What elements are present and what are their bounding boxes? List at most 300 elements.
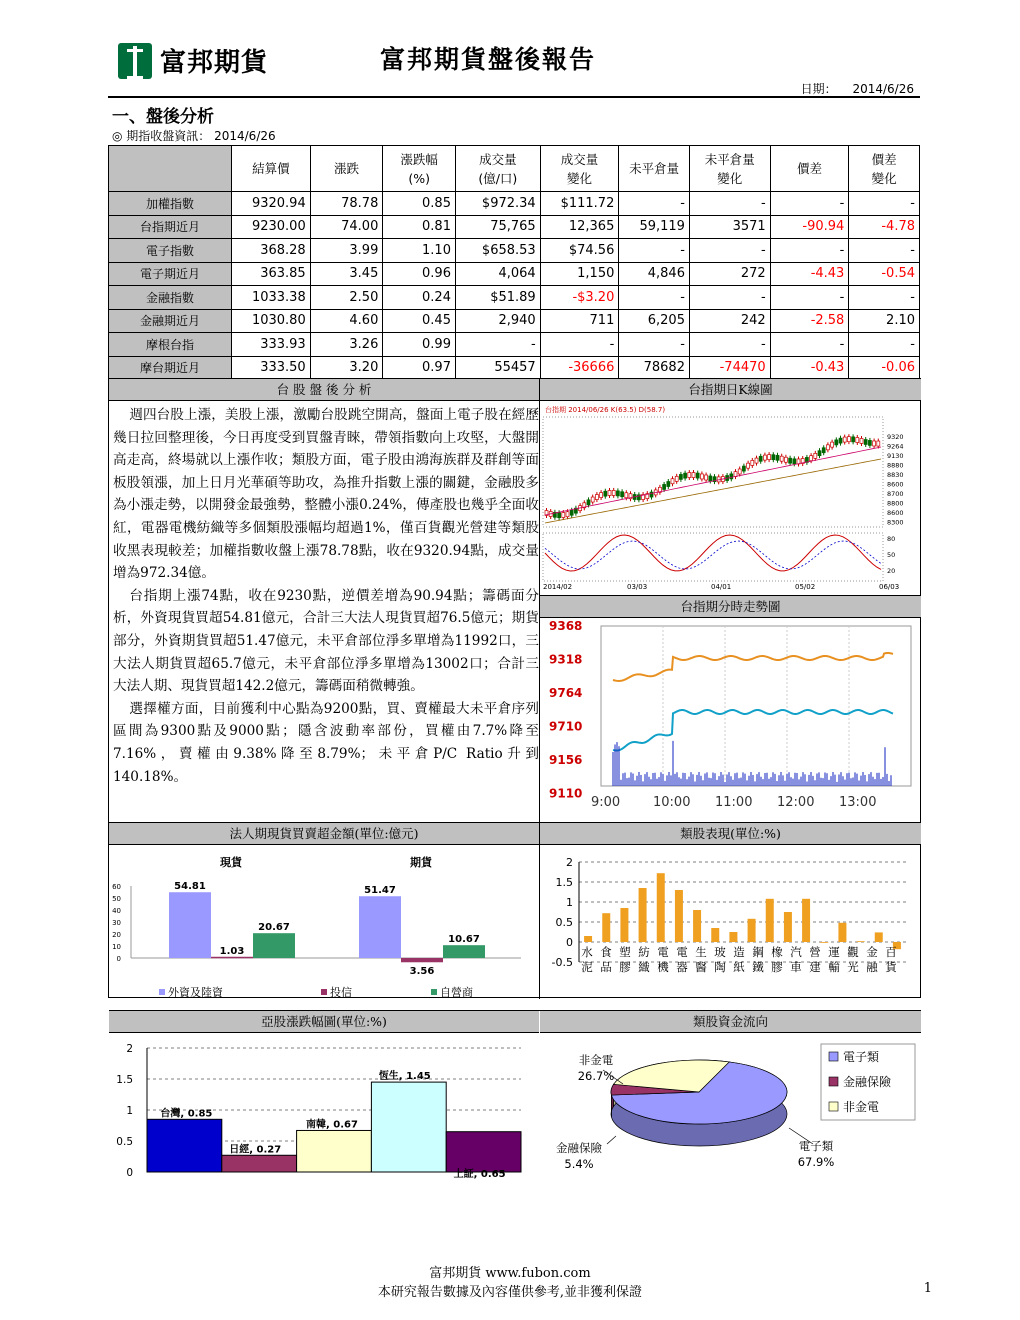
kline-candle xyxy=(625,493,628,498)
table-cell: 0.97 xyxy=(383,356,456,380)
table-cell: 368.28 xyxy=(232,239,311,263)
asia-y-tick: 2 xyxy=(126,1043,133,1055)
futures-quote-table xyxy=(108,145,920,380)
sector-x-tick: 泥 xyxy=(581,960,593,974)
kline-y-tick: 8600 xyxy=(887,480,904,489)
sector-bar xyxy=(838,923,846,942)
kline-candle xyxy=(667,482,670,487)
asia-bar xyxy=(446,1132,521,1172)
kline-candle xyxy=(709,476,712,481)
table-header-row xyxy=(109,146,920,192)
asia-y-tick: 0.5 xyxy=(116,1136,133,1148)
commentary-paragraph: 台指期上漲74點，收在9230點，逆價差增為90.94點；籌碼面分析，外資現貨買超54.81億元，合計三大法人現貨買超76.5億元；期貨部分，外資期貨買超51.47億元，未平倉部位淨多單增為11992口，三大法人期貨買超65.7億元，未平倉部位淨多單增為13002口；合計三大法人期、現貨買超142.2億元，籌碼面稍微轉強。 xyxy=(113,587,539,695)
sector-bar xyxy=(602,913,610,942)
pie-leader-line xyxy=(607,1136,616,1144)
kline-candle xyxy=(864,439,867,444)
table-cell: $658.53 xyxy=(455,239,540,263)
sector-x-tick: 陶 xyxy=(714,960,726,974)
sector-x-tick: 織 xyxy=(638,960,650,974)
kline-candle xyxy=(747,463,750,468)
kline-candle xyxy=(856,438,859,443)
asia-data-label: 南韓, 0.67 xyxy=(306,1119,358,1131)
sector-y-tick: 1 xyxy=(566,896,573,909)
kline-candle xyxy=(700,474,703,479)
sector-chart xyxy=(541,846,919,1008)
sector-x-tick: 橡 xyxy=(771,945,783,959)
intraday-x-tick: 12:00 xyxy=(777,795,815,810)
kline-candle xyxy=(847,437,850,442)
kline-candle xyxy=(730,474,733,479)
kline-candle xyxy=(789,458,792,463)
table-cell: 0.81 xyxy=(383,215,456,239)
table-cell: 333.50 xyxy=(232,356,311,380)
kline-candle xyxy=(793,459,796,464)
sector-x-tick: 鐵 xyxy=(752,960,764,974)
sector-bar xyxy=(802,899,810,942)
table-cell: 242 xyxy=(689,309,770,333)
table-cell: 6,205 xyxy=(619,309,690,333)
intraday-y-tick: 9318 xyxy=(549,652,583,667)
commentary-paragraph: 選擇權方面，目前獲利中心點為9200點，買、賣權最大未平倉序列區間為9300點及9000點；隱含波動率部份，買權由7.7%降至7.16%，賣權由9.38%降至8.79%；未平倉P/C Ratio升到140.18%。 xyxy=(113,700,539,785)
page-number: 1 xyxy=(923,1281,932,1296)
sector-bar xyxy=(711,928,719,942)
pie-slice-value: 67.9% xyxy=(797,1155,835,1169)
pie-slice-value: 26.7% xyxy=(577,1069,615,1083)
table-cell: - xyxy=(849,239,920,263)
kline-candle xyxy=(591,497,594,502)
inst-bar xyxy=(169,892,211,958)
inst-bar xyxy=(359,896,401,958)
inst-legend-swatch xyxy=(159,989,165,995)
sector-x-tick: 貨 xyxy=(885,960,897,974)
sector-bar xyxy=(657,873,665,942)
kline-candle xyxy=(873,441,876,446)
sector-y-tick: -0.5 xyxy=(551,956,573,969)
kline-y-tick: 9320 xyxy=(887,433,904,441)
table-cell: 2.50 xyxy=(310,286,383,310)
asia-bar xyxy=(371,1082,446,1172)
inst-y-tick: 50 xyxy=(112,895,121,903)
sector-x-tick: 器 xyxy=(676,960,688,974)
section-subtitle: ◎ 期指收盤資訊： 2014/6/26 xyxy=(112,129,276,143)
kline-candle xyxy=(600,493,603,498)
table-cell: - xyxy=(689,192,770,216)
intraday-x-tick: 10:00 xyxy=(653,795,691,810)
kline-candle xyxy=(675,476,678,481)
sector-x-tick: 電 xyxy=(657,945,669,959)
table-cell: - xyxy=(770,192,849,216)
kline-candle xyxy=(612,490,615,495)
sector-bar xyxy=(620,908,628,942)
intraday-x-tick: 13:00 xyxy=(839,795,877,810)
kline-candle xyxy=(818,451,821,456)
kline-candle xyxy=(763,455,766,460)
intraday-x-tick: 11:00 xyxy=(715,795,753,810)
kline-candle xyxy=(877,441,880,446)
table-cell: - xyxy=(540,333,619,357)
column-header: 未平倉量 變化 xyxy=(689,146,770,192)
kline-y-tick: 9130 xyxy=(887,452,904,460)
sector-x-tick: 輸 xyxy=(828,960,840,974)
sector-y-tick: 0.5 xyxy=(555,916,573,929)
kline-candle xyxy=(755,458,758,463)
table-cell: - xyxy=(770,286,849,310)
sector-x-tick: 紙 xyxy=(733,960,745,974)
table-row xyxy=(109,192,920,216)
table-cell: - xyxy=(689,286,770,310)
flow-panel-title: 類股資金流向 xyxy=(540,1011,921,1033)
kline-y-tick: 8300 xyxy=(887,518,904,527)
asia-data-label: 日經, 0.27 xyxy=(229,1144,282,1156)
table-cell: - xyxy=(770,333,849,357)
row-name: 摩台期近月 xyxy=(109,356,232,380)
table-cell: 78.78 xyxy=(310,192,383,216)
sector-panel-title: 類股表現(單位:%) xyxy=(540,823,921,845)
intraday-y-tick: 9710 xyxy=(549,719,583,734)
table-row xyxy=(109,215,920,239)
sector-x-tick: 營 xyxy=(809,945,821,959)
inst-y-tick: 0 xyxy=(116,955,121,963)
table-cell: 4,846 xyxy=(619,262,690,286)
kline-candle xyxy=(684,473,687,478)
row-name: 加權指數 xyxy=(109,192,232,216)
footer-website: 富邦期貨 www.fubon.com xyxy=(429,1266,591,1281)
table-row xyxy=(109,286,920,310)
inst-y-tick: 10 xyxy=(112,943,121,951)
kline-candle xyxy=(705,475,708,480)
table-cell: $111.72 xyxy=(540,192,619,216)
table-cell: - xyxy=(689,333,770,357)
kline-y-tick: 9264 xyxy=(887,442,904,451)
kline-candle xyxy=(776,455,779,460)
kline-panel-title: 台指期日K線圖 xyxy=(540,379,921,401)
sector-bar xyxy=(766,899,774,942)
kline-candle xyxy=(671,479,674,484)
asia-y-tick: 1.5 xyxy=(116,1074,133,1086)
kline-kd-tick: 50 xyxy=(887,551,896,559)
table-cell: 9320.94 xyxy=(232,192,311,216)
table-cell: - xyxy=(455,333,540,357)
pie-legend-label: 金融保險 xyxy=(843,1075,892,1089)
kline-candle xyxy=(826,445,829,450)
sector-x-tick: 醫 xyxy=(695,960,707,974)
intraday-y-tick: 9764 xyxy=(549,686,583,700)
kline-x-tick: 04/01 xyxy=(711,583,732,591)
row-name: 金融指數 xyxy=(109,286,232,310)
inst-legend-swatch xyxy=(431,989,437,995)
row-name: 電子期近月 xyxy=(109,262,232,286)
sector-x-tick: 百 xyxy=(885,945,897,959)
inst-bar xyxy=(401,958,443,962)
kline-candle xyxy=(843,437,846,442)
kline-candle xyxy=(616,491,619,496)
table-cell: 12,365 xyxy=(540,215,619,239)
table-cell: 59,119 xyxy=(619,215,690,239)
sector-x-tick: 品 xyxy=(600,960,612,974)
inst-legend-label: 投信 xyxy=(330,986,352,999)
table-cell: - xyxy=(849,192,920,216)
sector-x-tick: 機 xyxy=(657,960,669,974)
kline-candle xyxy=(742,466,745,471)
asia-y-tick: 1 xyxy=(126,1105,133,1117)
table-row xyxy=(109,239,920,263)
table-row xyxy=(109,356,920,380)
kline-candle xyxy=(570,510,573,515)
sector-y-tick: 2 xyxy=(566,856,573,869)
sector-x-tick: 建 xyxy=(809,960,821,974)
sector-x-tick: 觀 xyxy=(847,945,859,959)
table-cell: - xyxy=(849,333,920,357)
kline-candle xyxy=(814,453,817,458)
table-cell: 55457 xyxy=(455,356,540,380)
sector-bar xyxy=(784,912,792,942)
table-cell: 1.10 xyxy=(383,239,456,263)
kline-candle xyxy=(650,492,653,497)
table-cell: -36666 xyxy=(540,356,619,380)
kline-candle xyxy=(595,495,598,500)
kline-candle xyxy=(562,513,565,518)
kline-candle xyxy=(784,457,787,462)
table-cell: 1033.38 xyxy=(232,286,311,310)
table-cell: 0.96 xyxy=(383,262,456,286)
table-row xyxy=(109,333,920,357)
kline-y-tick: 8600 xyxy=(887,509,904,517)
table-cell: 2.10 xyxy=(849,309,920,333)
kline-candle xyxy=(608,490,611,495)
kline-candle xyxy=(679,474,682,479)
table-cell: 75,765 xyxy=(455,215,540,239)
footer-disclaimer: 本研究報告數據及內容僅供參考,並非獲利保證 xyxy=(377,1285,643,1300)
sector-x-tick: 金 xyxy=(866,945,878,959)
kline-candle xyxy=(621,492,624,497)
pie-legend-swatch xyxy=(829,1077,838,1086)
inst-data-label: 10.67 xyxy=(448,934,480,946)
kline-candle xyxy=(772,455,775,460)
table-cell: 0.99 xyxy=(383,333,456,357)
table-cell: - xyxy=(619,192,690,216)
sector-x-tick: 食 xyxy=(600,945,612,959)
header-rule xyxy=(108,96,920,98)
asia-panel-title: 亞股漲跌幅圖(單位:%) xyxy=(109,1011,539,1033)
table-cell: 3.26 xyxy=(310,333,383,357)
column-header: 成交量 變化 xyxy=(540,146,619,192)
sector-bar xyxy=(748,919,756,942)
sector-y-tick: 0 xyxy=(566,936,573,949)
sector-bar xyxy=(729,932,737,942)
report-date xyxy=(801,80,914,97)
table-cell: 74.00 xyxy=(310,215,383,239)
kline-y-tick: 8880 xyxy=(887,461,904,470)
inst-y-tick: 20 xyxy=(112,931,121,939)
pie-slice-name: 金融保險 xyxy=(556,1141,602,1155)
table-cell: -$3.20 xyxy=(540,286,619,310)
intraday-y-tick: 9110 xyxy=(549,786,583,801)
analysis-grid xyxy=(108,378,921,1180)
inst-legend-swatch xyxy=(321,989,327,995)
kline-candle xyxy=(738,469,741,474)
kline-y-tick: 8800 xyxy=(887,499,904,508)
kline-candle xyxy=(852,437,855,442)
table-cell: -0.06 xyxy=(849,356,920,380)
sector-bar xyxy=(857,941,865,942)
kline-candle xyxy=(688,473,691,478)
kline-y-tick: 8700 xyxy=(887,490,904,498)
pie-legend-swatch xyxy=(829,1102,838,1111)
table-cell: 0.45 xyxy=(383,309,456,333)
table-cell: 333.93 xyxy=(232,333,311,357)
kline-candle xyxy=(566,512,569,517)
intraday-chart xyxy=(541,620,919,820)
inst-legend-label: 外資及陸資 xyxy=(168,986,223,999)
asia-data-label: 台灣, 0.85 xyxy=(160,1108,213,1120)
table-cell: 272 xyxy=(689,262,770,286)
sector-x-tick: 鋼 xyxy=(752,945,764,959)
table-cell: -74470 xyxy=(689,356,770,380)
column-header: 未平倉量 xyxy=(619,146,690,192)
inst-chart xyxy=(111,846,537,1008)
table-cell: -0.43 xyxy=(770,356,849,380)
table-cell: - xyxy=(619,286,690,310)
pie-legend-label: 電子類 xyxy=(843,1050,880,1064)
kline-candle xyxy=(831,442,834,447)
table-cell: -90.94 xyxy=(770,215,849,239)
asia-data-label: 上証, 0.65 xyxy=(453,1169,506,1180)
sector-y-tick: 1.5 xyxy=(555,876,573,889)
inst-panel-title: 法人期現貨買賣超金額(單位:億元) xyxy=(109,823,539,845)
sector-x-tick: 膠 xyxy=(771,960,783,974)
kline-candle xyxy=(558,513,561,518)
column-header: 成交量 (億/口) xyxy=(455,146,540,192)
table-cell: 0.85 xyxy=(383,192,456,216)
column-header: 價差 xyxy=(770,146,849,192)
kline-candle xyxy=(751,460,754,465)
inst-y-tick: 30 xyxy=(112,919,121,927)
report-title: 富邦期貨盤後報告 xyxy=(380,45,597,74)
kline-candle xyxy=(860,438,863,443)
kline-candle xyxy=(835,440,838,445)
grid-vertical-divider xyxy=(539,379,540,999)
inst-legend-label: 自營商 xyxy=(440,986,473,999)
sector-bar xyxy=(693,910,701,942)
table-cell: 9230.00 xyxy=(232,215,311,239)
company-logo xyxy=(118,42,268,79)
kline-candle xyxy=(822,448,825,453)
column-header: 漲跌 xyxy=(310,146,383,192)
logo-text: 富邦期貨 xyxy=(160,48,269,78)
intraday-y-tick: 9368 xyxy=(549,620,583,633)
table-cell: 4.60 xyxy=(310,309,383,333)
inst-bar xyxy=(253,933,295,958)
kline-candle xyxy=(810,456,813,461)
table-cell: 4,064 xyxy=(455,262,540,286)
intraday-x-tick: 9:00 xyxy=(591,795,621,810)
asia-data-label: 恆生, 1.45 xyxy=(378,1071,431,1083)
sector-bar xyxy=(820,942,828,943)
table-cell: 3.99 xyxy=(310,239,383,263)
table-cell: $51.89 xyxy=(455,286,540,310)
kline-candle xyxy=(604,491,607,496)
table-corner-cell xyxy=(109,146,232,192)
sector-bar xyxy=(639,888,647,942)
kline-candle xyxy=(696,473,699,478)
pie-slice-value: 5.4% xyxy=(564,1157,594,1171)
table-row xyxy=(109,309,920,333)
table-cell: 0.24 xyxy=(383,286,456,310)
kline-candle xyxy=(692,473,695,478)
sector-x-tick: 運 xyxy=(828,945,840,959)
kline-y-tick: 8830 xyxy=(887,471,904,479)
table-cell: 363.85 xyxy=(232,262,311,286)
sector-x-tick: 電 xyxy=(676,945,688,959)
table-cell: 3.20 xyxy=(310,356,383,380)
sector-x-tick: 汽 xyxy=(790,945,802,959)
asia-y-tick: 0 xyxy=(126,1167,133,1179)
column-header: 結算價 xyxy=(232,146,311,192)
table-cell: - xyxy=(770,239,849,263)
kline-chart xyxy=(541,403,919,593)
table-row xyxy=(109,262,920,286)
kline-candle xyxy=(839,438,842,443)
asia-bar xyxy=(147,1119,222,1172)
intraday-plot-area xyxy=(601,626,911,786)
kline-x-tick: 2014/02 xyxy=(543,583,573,591)
asia-chart xyxy=(111,1034,537,1214)
sector-x-tick: 玻 xyxy=(714,945,726,959)
kline-candle xyxy=(868,440,871,445)
kline-x-tick: 03/03 xyxy=(627,583,648,591)
date-label: 日期： xyxy=(800,82,837,96)
row-name: 金融期近月 xyxy=(109,309,232,333)
table-cell: - xyxy=(849,286,920,310)
table-cell: -4.43 xyxy=(770,262,849,286)
intraday-y-tick: 9156 xyxy=(549,753,583,767)
asia-bar xyxy=(222,1155,297,1172)
table-cell: -0.54 xyxy=(849,262,920,286)
table-cell: - xyxy=(689,239,770,263)
inst-group-label: 現貨 xyxy=(220,856,242,869)
sector-x-tick: 膠 xyxy=(619,960,631,974)
kline-legend: 台指期 2014/06/26 K(63.5) D(58.7) xyxy=(545,406,666,414)
inst-group-label: 期貨 xyxy=(410,856,432,869)
date-value: 2014/6/26 xyxy=(852,82,914,96)
asia-bar xyxy=(297,1130,372,1172)
commentary-paragraph: 週四台股上漲，美股上漲，激勵台股跳空開高，盤面上電子股在經歷幾日拉回整理後，今日再度受到買盤青睞，帶領指數向上攻堅，大盤開高走高，終場就以上漲作收；類股方面，電子股由鴻海族群及群創等面板股領漲，加上日月光華碩等助攻，為推升指數上漲的關鍵，金融股多為小漲走勢，以開發金最強勢，整體小漲0.24%，傳產股也幾乎全面收紅，電器電機紡織等多個類股漲幅均超過1%，僅百貨觀光營建等類股收黑表現較差；加權指數收盤上漲78.78點，收在9320.94點，成交量增為972.34億。 xyxy=(113,407,539,582)
sector-x-tick: 生 xyxy=(695,945,707,959)
table-cell: -2.58 xyxy=(770,309,849,333)
sector-x-tick: 光 xyxy=(847,960,859,974)
inst-data-label: 51.47 xyxy=(364,885,396,897)
table-cell: 711 xyxy=(540,309,619,333)
kline-candle xyxy=(663,484,666,489)
column-header: 價差 變化 xyxy=(849,146,920,192)
sector-x-tick: 車 xyxy=(790,960,802,974)
kline-x-tick: 05/02 xyxy=(795,583,816,591)
inst-bar xyxy=(211,957,253,959)
inst-data-label: 54.81 xyxy=(174,881,206,893)
table-cell: $74.56 xyxy=(540,239,619,263)
pie-slice-name: 電子類 xyxy=(798,1139,834,1153)
sector-x-tick: 紡 xyxy=(638,945,650,959)
kline-kd-tick: 20 xyxy=(887,567,896,575)
kline-candle xyxy=(759,456,762,461)
table-cell: - xyxy=(619,333,690,357)
pie-legend-swatch xyxy=(829,1052,838,1061)
inst-data-label: 20.67 xyxy=(258,922,290,934)
kline-candle xyxy=(768,455,771,460)
intraday-panel-title: 台指期分時走勢圖 xyxy=(540,596,921,618)
table-cell: -4.78 xyxy=(849,215,920,239)
analysis-panel-title: 台 股 盤 後 分 析 xyxy=(109,379,539,401)
